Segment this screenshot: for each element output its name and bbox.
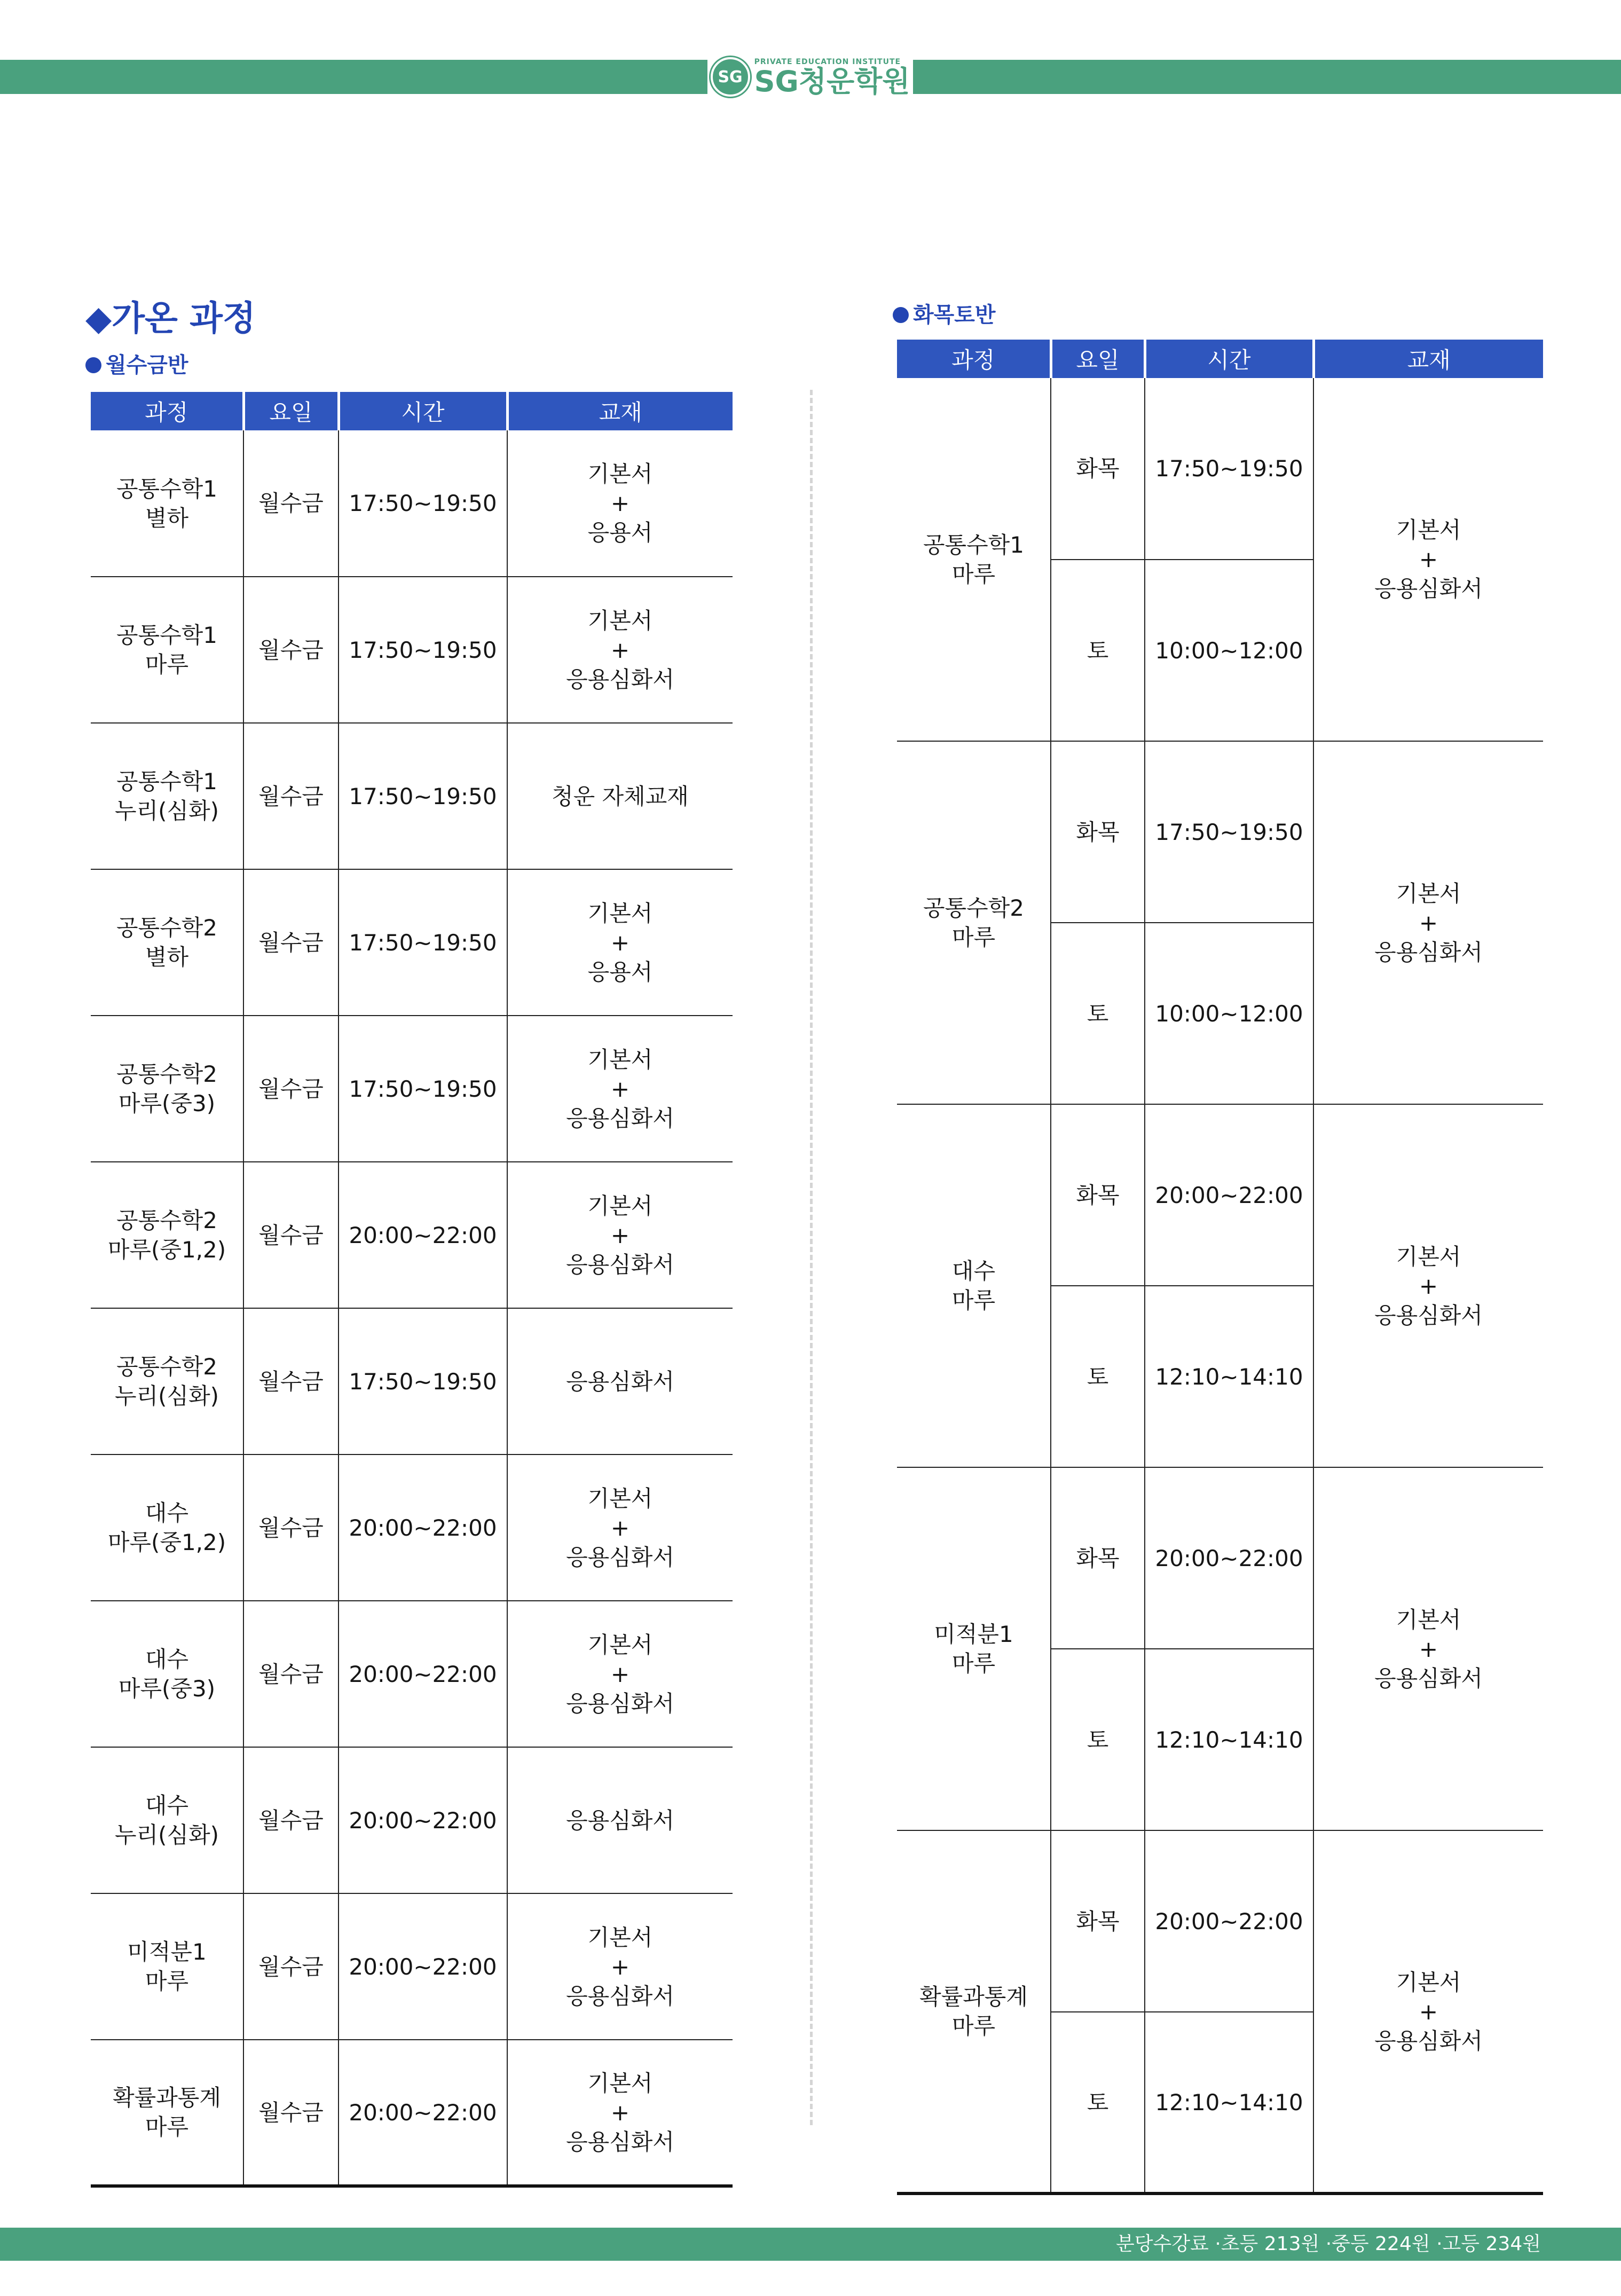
course-cell — [91, 1308, 243, 1454]
book-cell — [1313, 1830, 1543, 2193]
book-cell-line: 응용심화서 — [566, 666, 674, 693]
course-cell-line: 마루 — [951, 924, 996, 950]
day-cell: 토 — [1051, 1649, 1145, 1830]
time-cell: 20:00~22:00 — [339, 1747, 507, 1893]
time-cell: 20:00~22:00 — [339, 1601, 507, 1747]
course-cell-line: 마루 — [145, 1968, 189, 1994]
book-cell-line: 응용심화서 — [1374, 939, 1483, 965]
time-cell: 20:00~22:00 — [1145, 1467, 1313, 1649]
course-cell-line: 공통수학2 — [116, 915, 217, 941]
logo-tagline: PRIVATE EDUCATION INSTITUTE — [754, 57, 901, 66]
table-row — [91, 1893, 733, 2040]
course-cell-line: 마루 — [951, 1287, 996, 1314]
book-cell-line: 기본서 — [587, 900, 653, 926]
tuition-footer: 분당수강료 ·초등 213원 ·중등 224원 ·고등 234원 — [1116, 2233, 1541, 2255]
book-cell-line: + — [610, 1075, 630, 1102]
book-cell-line: + — [610, 1514, 630, 1541]
course-cell-line: 공통수학1 — [923, 531, 1024, 558]
book-cell — [507, 1454, 733, 1601]
course-cell — [897, 1830, 1051, 2193]
table-row — [91, 1308, 733, 1454]
bullet-dot-icon — [893, 307, 909, 323]
book-cell-line: 기본서 — [587, 461, 653, 487]
table-row — [91, 869, 733, 1016]
day-cell: 화목 — [1051, 1467, 1145, 1649]
book-cell-line: 기본서 — [587, 1046, 653, 1073]
course-cell-line: 공통수학2 — [923, 895, 1024, 921]
header-book: 교재 — [1313, 340, 1543, 378]
book-cell-line: 응용심화서 — [566, 1105, 674, 1131]
table-row — [897, 1467, 1543, 1649]
time-cell: 17:50~19:50 — [1145, 378, 1313, 560]
book-cell-line: + — [610, 2099, 630, 2126]
course-cell-line: 확률과통계 — [919, 1984, 1028, 2010]
day-cell: 토 — [1051, 923, 1145, 1104]
header-book: 교재 — [507, 392, 733, 430]
day-cell: 토 — [1051, 560, 1145, 741]
course-cell-line: 누리(심화) — [114, 1383, 219, 1409]
table-row — [897, 741, 1543, 923]
course-cell-line: 확률과통계 — [113, 2085, 221, 2111]
book-cell-line: 응용심화서 — [566, 1544, 674, 1570]
book-cell-line: 기본서 — [587, 2070, 653, 2096]
day-cell: 월수금 — [243, 577, 339, 723]
book-cell — [1313, 741, 1543, 1104]
day-cell: 토 — [1051, 2012, 1145, 2193]
course-cell-line: 누리(심화) — [114, 1822, 219, 1848]
day-cell: 화목 — [1051, 741, 1145, 923]
day-cell: 월수금 — [243, 1162, 339, 1308]
day-cell: 화목 — [1051, 378, 1145, 560]
book-cell-line: 청운 자체교재 — [552, 783, 689, 809]
course-cell-line: 마루(중1,2) — [107, 1237, 226, 1263]
day-cell: 월수금 — [243, 2040, 339, 2186]
course-cell — [91, 577, 243, 723]
time-cell: 17:50~19:50 — [339, 723, 507, 869]
book-cell — [1313, 378, 1543, 741]
book-cell-line: + — [610, 636, 630, 663]
book-cell — [507, 1601, 733, 1747]
book-cell-line: 응용심화서 — [566, 1251, 674, 1278]
book-cell-line: 응용심화서 — [566, 1807, 674, 1834]
day-cell: 월수금 — [243, 869, 339, 1016]
course-cell — [91, 1893, 243, 2040]
course-cell-line: 대수 — [951, 1258, 996, 1284]
book-cell-line: + — [1419, 1635, 1438, 1662]
book-cell — [507, 577, 733, 723]
book-cell — [507, 1308, 733, 1454]
book-cell-line: 응용심화서 — [566, 1983, 674, 2009]
day-cell: 월수금 — [243, 1308, 339, 1454]
course-cell — [897, 378, 1051, 741]
course-cell-line: 대수 — [145, 1500, 189, 1526]
book-cell-line: 기본서 — [587, 607, 653, 634]
book-cell — [507, 1162, 733, 1308]
course-cell — [91, 1162, 243, 1308]
academy-logo — [707, 53, 913, 100]
book-cell — [507, 1016, 733, 1162]
table-row — [91, 1747, 733, 1893]
time-cell: 20:00~22:00 — [339, 1454, 507, 1601]
time-cell: 20:00~22:00 — [339, 2040, 507, 2186]
day-cell: 화목 — [1051, 1104, 1145, 1286]
section-title: ◆가온 과정 — [85, 299, 256, 339]
book-cell — [507, 869, 733, 1016]
mwf-schedule-table — [91, 392, 733, 2188]
book-cell-line: 기본서 — [1396, 1243, 1461, 1270]
column-divider — [810, 390, 813, 2125]
table-header-row — [897, 340, 1543, 378]
book-cell — [1313, 1104, 1543, 1467]
book-cell — [1313, 1467, 1543, 1830]
book-cell-line: 기본서 — [587, 1631, 653, 1658]
book-cell-line: + — [610, 1222, 630, 1248]
course-cell-line: 공통수학2 — [116, 1354, 217, 1380]
bullet-dot-icon — [85, 357, 101, 373]
table-header-row — [91, 392, 733, 430]
day-cell: 월수금 — [243, 1454, 339, 1601]
header-time: 시간 — [339, 392, 507, 430]
book-cell-line: 응용서 — [587, 520, 653, 546]
course-cell-line: 미적분1 — [127, 1939, 207, 1965]
book-cell-line: + — [610, 1661, 630, 1687]
time-cell: 12:10~14:10 — [1145, 1286, 1313, 1467]
table-row — [91, 1454, 733, 1601]
book-cell — [507, 1893, 733, 2040]
book-cell-line: + — [1419, 1272, 1438, 1299]
course-cell — [897, 1467, 1051, 1830]
course-cell-line: 마루(중3) — [118, 1090, 216, 1116]
course-cell-line: 마루 — [951, 561, 996, 587]
day-cell: 화목 — [1051, 1830, 1145, 2012]
table-row — [91, 1601, 733, 1747]
book-cell-line: 기본서 — [587, 1192, 653, 1219]
course-cell-line: 공통수학2 — [116, 1207, 217, 1233]
book-cell-line: 기본서 — [587, 1485, 653, 1512]
header-day: 요일 — [243, 392, 339, 430]
course-cell-line: 공통수학2 — [116, 1061, 217, 1087]
header-time: 시간 — [1145, 340, 1313, 378]
left-subtitle — [85, 348, 188, 379]
course-cell-line: 별하 — [145, 505, 189, 531]
course-cell — [91, 1601, 243, 1747]
table-row — [91, 430, 733, 577]
time-cell: 17:50~19:50 — [339, 869, 507, 1016]
course-cell-line: 마루 — [951, 2013, 996, 2039]
logo-name: SG청운학원 — [754, 64, 910, 98]
course-cell-line: 마루(중1,2) — [107, 1529, 226, 1555]
book-cell-line: + — [1419, 546, 1438, 572]
time-cell: 17:50~19:50 — [339, 1016, 507, 1162]
course-cell-line: 마루(중3) — [118, 1676, 216, 1702]
day-cell: 토 — [1051, 1286, 1145, 1467]
book-cell-line: 기본서 — [1396, 1969, 1461, 1995]
table-row — [91, 723, 733, 869]
time-cell: 20:00~22:00 — [339, 1893, 507, 2040]
time-cell: 10:00~12:00 — [1145, 560, 1313, 741]
time-cell: 17:50~19:50 — [339, 430, 507, 577]
table-row — [897, 1830, 1543, 2012]
table-row — [897, 1104, 1543, 1286]
time-cell: 20:00~22:00 — [1145, 1104, 1313, 1286]
course-cell — [91, 869, 243, 1016]
course-cell — [91, 1747, 243, 1893]
book-cell-line: 기본서 — [1396, 880, 1461, 907]
course-cell — [897, 1104, 1051, 1467]
logo-badge-icon: SG — [711, 57, 750, 97]
time-cell: 12:10~14:10 — [1145, 1649, 1313, 1830]
book-cell-line: + — [610, 490, 630, 516]
book-cell-line: 응용심화서 — [1374, 1665, 1483, 1692]
book-cell-line: 기본서 — [1396, 517, 1461, 543]
course-cell-line: 대수 — [145, 1646, 189, 1672]
table-row — [897, 378, 1543, 560]
book-cell-line: 응용심화서 — [1374, 1302, 1483, 1328]
book-cell — [507, 430, 733, 577]
book-cell-line: 응용심화서 — [566, 1690, 674, 1717]
day-cell: 월수금 — [243, 1893, 339, 2040]
table-row — [91, 1016, 733, 1162]
course-cell-line: 마루 — [951, 1650, 996, 1677]
course-cell-line: 공통수학1 — [116, 622, 217, 648]
course-cell — [91, 430, 243, 577]
time-cell: 17:50~19:50 — [1145, 741, 1313, 923]
book-cell-line: + — [1419, 1998, 1438, 2025]
left-subtitle-text: 월수금반 — [106, 353, 188, 378]
book-cell-line: 응용서 — [587, 958, 653, 985]
course-cell-line: 누리(심화) — [114, 798, 219, 824]
course-cell-line: 공통수학1 — [116, 475, 217, 502]
table-row — [91, 2040, 733, 2186]
right-subtitle — [893, 298, 996, 328]
course-cell-line: 대수 — [145, 1792, 189, 1819]
course-cell — [91, 723, 243, 869]
day-cell: 월수금 — [243, 1601, 339, 1747]
book-cell-line: + — [610, 929, 630, 956]
book-cell — [507, 723, 733, 869]
right-subtitle-text: 화목토반 — [913, 303, 996, 327]
day-cell: 월수금 — [243, 1747, 339, 1893]
book-cell-line: 응용심화서 — [1374, 2027, 1483, 2054]
course-cell-line: 공통수학1 — [116, 768, 217, 795]
book-cell-line: 응용심화서 — [566, 1368, 674, 1395]
day-cell: 월수금 — [243, 1016, 339, 1162]
header-course: 과정 — [91, 392, 243, 430]
day-cell: 월수금 — [243, 723, 339, 869]
time-cell: 10:00~12:00 — [1145, 923, 1313, 1104]
book-cell-line: + — [610, 1953, 630, 1980]
header-day: 요일 — [1051, 340, 1145, 378]
book-cell — [507, 1747, 733, 1893]
time-cell: 17:50~19:50 — [339, 1308, 507, 1454]
time-cell: 17:50~19:50 — [339, 577, 507, 723]
table-row — [91, 577, 733, 723]
course-cell — [897, 741, 1051, 1104]
day-cell: 월수금 — [243, 430, 339, 577]
time-cell: 12:10~14:10 — [1145, 2012, 1313, 2193]
table-row — [91, 1162, 733, 1308]
book-cell-line: + — [1419, 909, 1438, 936]
book-cell-line: 기본서 — [1396, 1606, 1461, 1633]
course-cell — [91, 1016, 243, 1162]
course-cell-line: 별하 — [145, 944, 189, 970]
course-cell — [91, 2040, 243, 2186]
course-cell-line: 마루 — [145, 651, 189, 678]
book-cell-line: 응용심화서 — [566, 2128, 674, 2155]
course-cell-line: 마루 — [145, 2114, 189, 2140]
book-cell-line: 응용심화서 — [1374, 576, 1483, 602]
book-cell — [507, 2040, 733, 2186]
course-cell-line: 미적분1 — [934, 1621, 1013, 1647]
tts-schedule-table — [897, 340, 1543, 2195]
course-cell — [91, 1454, 243, 1601]
time-cell: 20:00~22:00 — [339, 1162, 507, 1308]
header-course: 과정 — [897, 340, 1051, 378]
book-cell-line: 기본서 — [587, 1924, 653, 1951]
time-cell: 20:00~22:00 — [1145, 1830, 1313, 2012]
